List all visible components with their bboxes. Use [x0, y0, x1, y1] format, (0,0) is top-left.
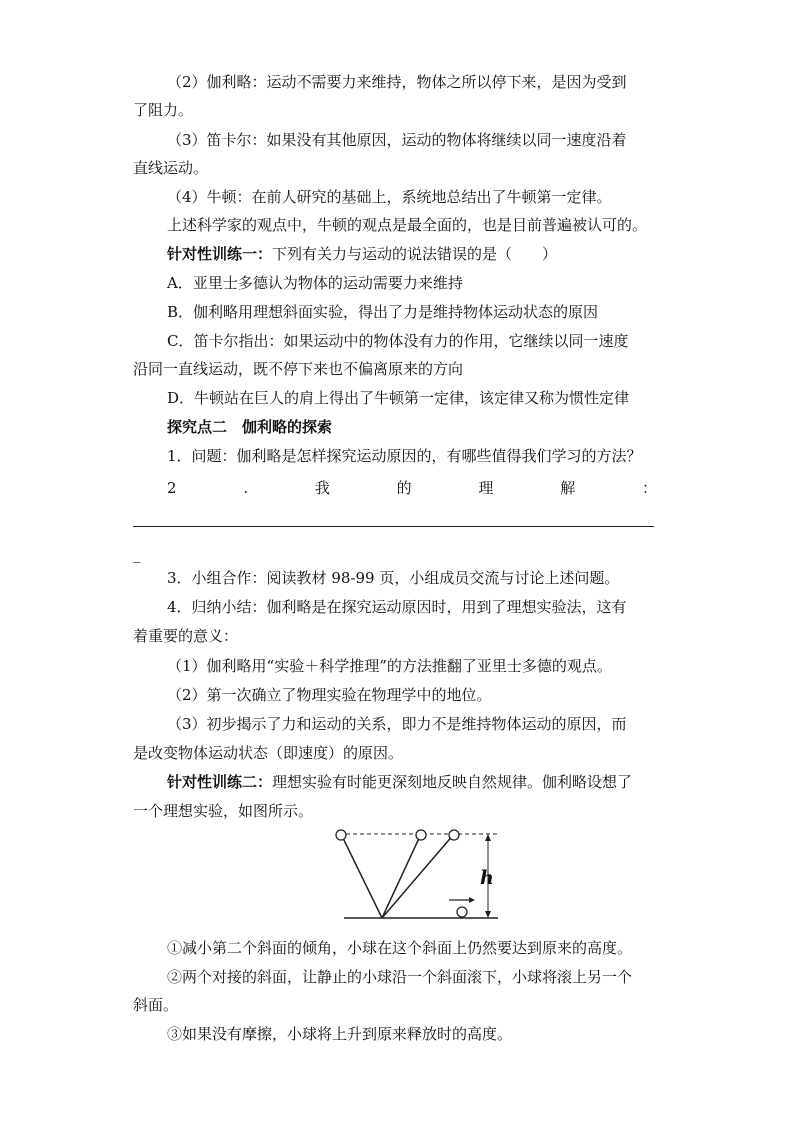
ball-shallow — [449, 830, 459, 840]
ball-rolling — [457, 907, 467, 917]
height-arrow-up-icon — [485, 834, 491, 841]
paragraph-galileo-view-cont: 了阻力。 — [133, 101, 194, 119]
statement-one: ①减小第二个斜面的倾角，小球在这个斜面上仍然要达到原来的高度。 — [167, 939, 633, 957]
left-incline — [341, 834, 382, 918]
significance-three: （3）初步揭示了力和运动的关系，即力不是维持物体运动的原因，而 — [167, 715, 627, 733]
word: 的 — [396, 479, 412, 497]
exercise-one-question — [167, 244, 557, 264]
option-c-cont: 沿同一直线运动，既不停下来也不偏离原来的方向 — [133, 360, 464, 378]
exercise-two-text: 理想实验有时能更深刻地反映自然规律。伽利略设想了 — [272, 773, 633, 791]
section-heading-inquiry-two: 探究点二 伽利略的探索 — [167, 418, 333, 436]
arrow-head-icon — [469, 897, 475, 903]
right-incline-steep — [382, 834, 421, 918]
statement-three: ③如果没有摩擦，小球将上升到原来释放时的高度。 — [167, 1025, 513, 1043]
ideal-incline-experiment-figure — [330, 820, 510, 930]
right-incline-shallow — [382, 834, 454, 918]
word: . — [243, 479, 249, 497]
word: 我 — [314, 479, 330, 497]
significance-two: （2）第一次确立了物理实验在物理学中的地位。 — [167, 686, 492, 704]
height-arrow-down-icon — [485, 911, 491, 918]
answer-blank-line[interactable] — [133, 526, 654, 527]
my-understanding-line — [167, 478, 657, 498]
ball-start — [336, 830, 346, 840]
question-one: 1．问题：伽利略是怎样探究运动原因的，有哪些值得我们学习的方法？ — [167, 447, 642, 465]
paragraph-galileo-view: （2）伽利略：运动不需要力来维持，物体之所以停下来，是因为受到 — [167, 73, 627, 91]
statement-two: ②两个对接的斜面，让静止的小球沿一个斜面滚下，小球将滚上另一个 — [167, 968, 633, 986]
option-d: D．牛顿站在巨人的肩上得出了牛顿第一定律，该定律又称为惯性定律 — [167, 389, 630, 407]
exercise-two-question — [167, 772, 632, 792]
group-work: 3．小组合作：阅读教材 98-99 页，小组成员交流与讨论上述问题。 — [167, 569, 620, 587]
paragraph-descartes-view-cont: 直线运动。 — [133, 159, 209, 177]
exercise-two-heading: 针对性训练二： — [167, 773, 273, 791]
significance-one: （1）伽利略用“实验＋科学推理”的方法推翻了亚里士多德的观点。 — [167, 657, 612, 675]
exercise-one-text: 下列有关力与运动的说法错误的是（ ） — [272, 245, 558, 263]
paragraph-newton-view: （4）牛顿：在前人研究的基础上，系统地总结出了牛顿第一定律。 — [167, 188, 612, 206]
paragraph-descartes-view: （3）笛卡尔：如果没有其他原因，运动的物体将继续以同一速度沿着 — [167, 131, 627, 149]
exercise-one-heading: 针对性训练一： — [167, 245, 273, 263]
word: 理 — [478, 479, 494, 497]
option-c: C．笛卡尔指出：如果运动中的物体没有力的作用，它继续以同一速度 — [167, 332, 629, 350]
option-a: A．亚里士多德认为物体的运动需要力来维持 — [167, 274, 463, 292]
answer-blank-tail: _ — [133, 545, 141, 563]
word: 2 — [167, 479, 177, 497]
paragraph-summary: 上述科学家的观点中，牛顿的观点是最全面的，也是目前普遍被认可的。 — [167, 216, 648, 234]
height-label: h — [480, 867, 494, 889]
exercise-two-question-cont: 一个理想实验，如图所示。 — [133, 802, 314, 820]
significance-three-cont: 是改变物体运动状态（即速度）的原因。 — [133, 744, 404, 762]
option-b: B．伽利略用理想斜面实验，得出了力是维持物体运动状态的原因 — [167, 303, 599, 321]
ball-steep — [416, 830, 426, 840]
word: 解 — [560, 479, 576, 497]
conclusion: 4．归纳小结：伽利略是在探究运动原因时，用到了理想实验法，这有 — [167, 598, 627, 616]
conclusion-cont: 着重要的意义： — [133, 627, 239, 645]
statement-two-cont: 斜面。 — [133, 996, 179, 1014]
word: ： — [641, 479, 657, 497]
